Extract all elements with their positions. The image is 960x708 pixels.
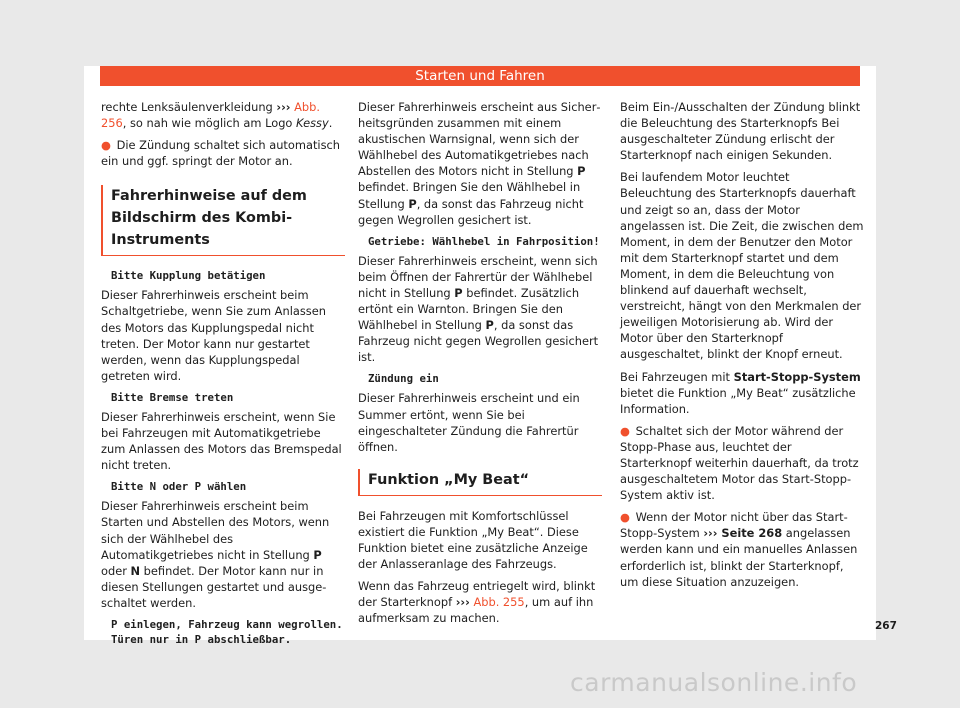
bullet-item: ● Schaltet sich der Motor während der Stopp-Phase aus, leuchtet der Starterknopf weiterhin dauerhaft, da trotz ausgeschaltetem Motor das Start-Stopp-System aktiv ist. — [620, 423, 859, 503]
display-message: P einlegen, Fahrzeug kann wegrollen. Türen nur in P abschließbar. — [111, 617, 343, 646]
paragraph: Dieser Fahrerhinweis erscheint beim Starten und Abstellen des Motors, wenn sich der Wählhebel des Automatikgetriebes nicht in Stellung P oder N befindet. Der Motor kann nur in diesen Stellungen gestartet und ausgeschaltet werden. — [101, 499, 330, 610]
display-message: Zündung ein — [368, 372, 439, 386]
paragraph: Dieser Fahrerhinweis erscheint aus Sicherheitsgründen zusammen mit einem akustischen Warnsignal, wenn sich der Wählhebel des Automatikgetriebes nach Abstellen des Motors nicht in Stellung P befindet. Bringen Sie den Wählhebel in Stellung P, da sonst das Fahrzeug nicht gegen Wegrollen gesichert ist. — [358, 100, 601, 227]
reference-arrow: ››› — [455, 595, 470, 610]
bullet-item: ● Die Zündung schaltet sich automatisch ein und ggf. springt der Motor an. — [101, 138, 340, 169]
page-link[interactable]: Seite 268 — [717, 526, 783, 541]
paragraph: Bei Fahrzeugen mit Komfortschlüssel existiert die Funktion „My Beat“. Diese Funktion bietet eine zusätzliche Anzeige der Anlasseranlage des Fahrzeugs. — [358, 508, 588, 572]
bullet-item: ● Wenn der Motor nicht über das Start-Stopp-System ››› Seite 268 angelassen werden kann und ein manuelles Anlassen erforderlich ist, blinkt der Starterknopf, um diese Situation anzuzeigen. — [620, 510, 858, 589]
column-2 — [358, 99, 602, 632]
section-heading: Fahrerhinweise auf dem Bildschirm des Kombi-Instruments — [101, 185, 345, 256]
paragraph: Bei laufendem Motor leuchtet Beleuchtung des Starterknopfs dauerhaft und zeigt so an, dass der Motor angelassen ist. Die Zeit, die zwischen dem Moment, in dem der Benutzer den Motor mit dem Starterknopf startet und dem Moment, in dem die Beleuchtung von blinkend auf dauerhaft wechselt, verstreicht, hängt von den Merkmalen der jeweiligen Motorisierung ab. Wird der Motor über den Starterknopf ausgeschaltet, blinkt der Knopf erneut. — [620, 170, 864, 362]
watermark: carmanualsonline.info — [570, 668, 858, 697]
section-heading: Funktion „My Beat“ — [358, 469, 602, 496]
paragraph: Dieser Fahrerhinweis erscheint beim Schaltgetriebe, wenn Sie zum Anlassen des Motors das Kupplungspedal nicht treten. Der Motor kann nur gestartet werden, wenn das Kupplungspedal getreten wird. — [101, 288, 326, 383]
paragraph: Dieser Fahrerhinweis erscheint, wenn Sie bei Fahrzeugen mit Automatikgetriebe zum Anlassen des Motors das Bremspedal nicht treten. — [101, 409, 342, 473]
display-message: Bitte Kupplung betätigen — [111, 269, 266, 283]
page-number: 267 — [875, 620, 897, 632]
page-header: Starten und Fahren — [100, 66, 860, 86]
paragraph: Wenn das Fahrzeug entriegelt wird, blinkt der Starterknopf ››› Abb. 255, um auf ihn aufmerksam zu machen. — [358, 579, 596, 626]
paragraph: Dieser Fahrerhinweis erscheint, wenn sich beim Öffnen der Fahrertür der Wählhebel nicht in Stellung P befindet. Zusätzlich ertönt ein Warnton. Bringen Sie den Wählhebel in Stellung P, da sonst das Fahrzeug nicht gegen Wegrollen gesichert ist. — [358, 253, 599, 365]
display-message: Getriebe: Wählhebel in Fahrposition! — [368, 234, 600, 248]
bullet-icon: ● — [620, 423, 630, 438]
paragraph: Bei Fahrzeugen mit Start-Stopp-System bietet die Funktion „My Beat“ zusätzliche Information. — [620, 369, 861, 416]
reference-arrow: ››› — [703, 526, 718, 541]
display-message: Bitte N oder P wählen — [111, 480, 247, 494]
paragraph: Beim Ein-/Ausschalten der Zündung blinkt die Beleuchtung des Starterknopfs Bei ausgeschalteter Zündung erlischt der Starterknopf nach einigen Sekunden. — [620, 100, 861, 163]
column-3 — [620, 99, 864, 596]
column-1 — [101, 99, 345, 651]
bullet-icon: ● — [101, 138, 111, 153]
reference-arrow: ››› — [276, 100, 291, 114]
figure-link[interactable]: Abb. 256 — [101, 100, 320, 131]
paragraph: Dieser Fahrerhinweis erscheint und ein Summer ertönt, wenn Sie bei eingeschalteter Zündung die Fahrertür öffnen. — [358, 391, 580, 454]
display-message: Bitte Bremse treten — [111, 390, 234, 404]
bullet-icon: ● — [620, 510, 630, 525]
paragraph: rechte Lenksäulenverkleidung ››› Abb. 256, so nah wie möglich am Logo Kessy. — [101, 100, 333, 131]
figure-link[interactable]: Abb. 255 — [473, 595, 525, 610]
